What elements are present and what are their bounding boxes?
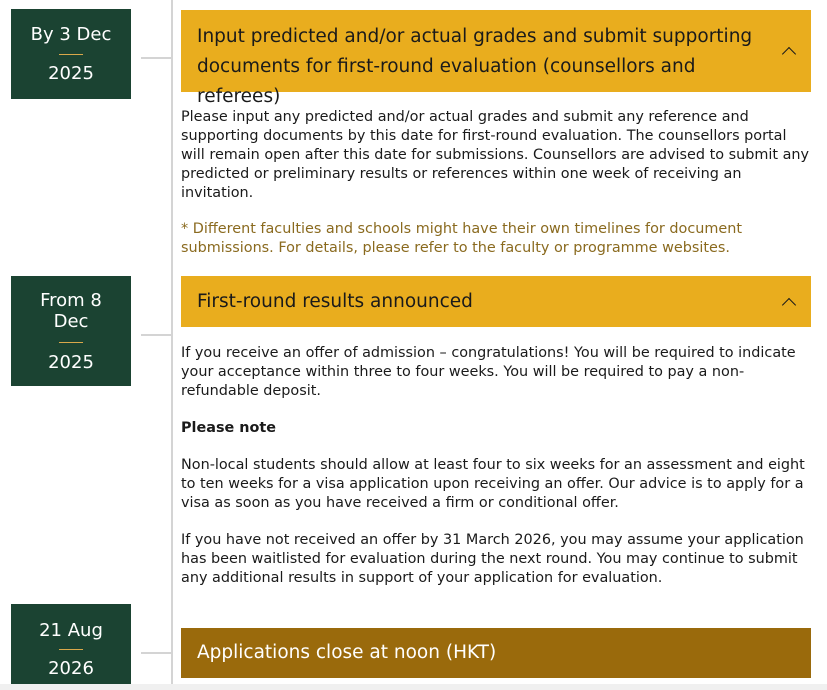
page-bottom-bar bbox=[0, 684, 827, 690]
date-badge-2 bbox=[11, 276, 131, 386]
body-text: Please input any predicted and/or actual grades and submit any reference and supporting documents by this date for first-round evaluation. The counsellors portal will remain open after this date for submissions. Counsellors are advised to submit any predicted or preliminary results or references within one week of receiving an invitation. bbox=[181, 109, 810, 201]
date-divider bbox=[59, 649, 83, 650]
body-text: If you receive an offer of admission – congratulations! You will be required to indicate your acceptance within three to four weeks. You will be required to pay a non-refundable deposit. bbox=[181, 345, 796, 399]
accordion-title: Applications close at noon (HKT) bbox=[197, 642, 497, 663]
date-badge-day: From 8 Dec bbox=[40, 290, 102, 332]
accordion-header-grades[interactable] bbox=[181, 10, 811, 107]
body-text: If you have not received an offer by 31 March 2026, you may assume your application has been waitlisted for evaluation during the next round. You may continue to submit any additional results in support of your application for evaluation. bbox=[181, 532, 804, 586]
date-badge-day: 21 Aug bbox=[39, 620, 103, 641]
please-note-heading: Please note bbox=[181, 420, 277, 436]
date-badge-year: 2026 bbox=[48, 658, 94, 679]
body-text: Non-local students should allow at least four to six weeks for an assessment and eight to ten weeks for a visa application upon receiving an offer. Our advice is to apply for a visa as soon as you have received a firm or conditional offer. bbox=[181, 457, 805, 511]
date-divider bbox=[59, 342, 83, 343]
timeline-line bbox=[171, 0, 173, 690]
accordion-header-close[interactable] bbox=[181, 628, 811, 678]
date-divider bbox=[59, 54, 83, 55]
accordion-title: First-round results announced bbox=[197, 291, 473, 312]
accordion-body-grades bbox=[181, 108, 813, 258]
accordion-title: Input predicted and/or actual grades and submit supporting documents for first-round evaluation (counsellors and referees) bbox=[197, 26, 753, 107]
accordion-body-results bbox=[181, 344, 813, 588]
chevron-up-icon[interactable] bbox=[782, 297, 796, 311]
date-badge-year: 2025 bbox=[48, 352, 94, 373]
timeline-connector bbox=[141, 652, 172, 654]
date-badge-year: 2025 bbox=[48, 63, 94, 84]
accordion-header-results[interactable] bbox=[181, 276, 811, 327]
date-badge-day: By 3 Dec bbox=[30, 24, 112, 45]
timeline-connector bbox=[141, 57, 172, 59]
date-badge-1 bbox=[11, 9, 131, 99]
timeline-connector bbox=[141, 334, 172, 336]
date-badge-3 bbox=[11, 604, 131, 684]
footnote: * Different faculties and schools might have their own timelines for document submissions. For details, please refer to the faculty or programme websites. bbox=[181, 221, 743, 256]
chevron-up-icon[interactable] bbox=[782, 47, 796, 61]
